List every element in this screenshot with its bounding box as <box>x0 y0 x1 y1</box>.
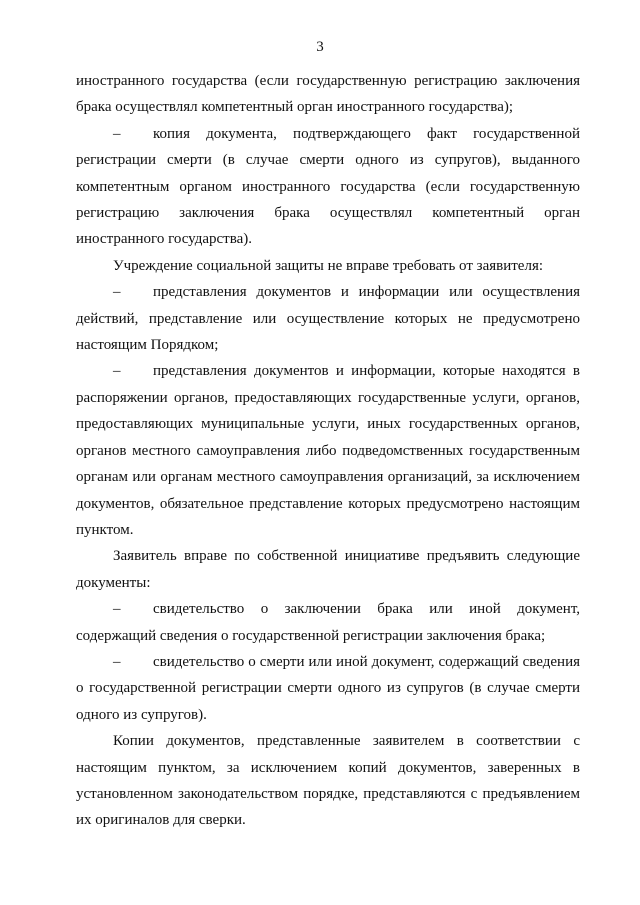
dash-marker: – <box>113 601 121 618</box>
list-item-text: представления документов и информации или осуществления действий, представление или осуществление которых не предусмотрено настоящим Порядком; <box>76 284 580 354</box>
paragraph-text: Учреждение социальной защиты не вправе требовать от заявителя: <box>113 257 544 274</box>
list-item-dash <box>76 358 580 543</box>
paragraph-text: Копии документов, представленные заявителем в соответствии с настоящим пунктом, за исключением копий документов, заверенных в установленном законодательством порядке, представляются с предъявлением их оригиналов для сверки. <box>76 733 580 829</box>
page-number: 3 <box>316 39 324 55</box>
list-item-dash <box>76 596 580 649</box>
list-item-text: свидетельство о смерти или иной документ, содержащий сведения о государственной регистрации смерти одного из супругов (в случае смерти одного из супругов). <box>76 653 580 723</box>
paragraph <box>76 728 580 834</box>
dash-marker: – <box>113 125 121 142</box>
paragraph-text: Заявитель вправе по собственной инициативе предъявить следующие документы: <box>76 548 580 591</box>
dash-marker: – <box>113 653 121 670</box>
dash-marker: – <box>113 284 121 301</box>
list-item-dash <box>76 121 580 253</box>
document-body <box>76 68 580 834</box>
paragraph-continuation <box>76 68 580 121</box>
paragraph-text: иностранного государства (если государственную регистрацию заключения брака осуществлял компетентный орган иностранного государства); <box>76 73 580 116</box>
list-item-text: свидетельство о заключении брака или иной документ, содержащий сведения о государственной регистрации заключения брака; <box>76 601 580 644</box>
paragraph <box>76 253 580 279</box>
dash-marker: – <box>113 363 121 380</box>
list-item-text: копия документа, подтверждающего факт государственной регистрации смерти (в случае смерти одного из супругов), выданного компетентным органом иностранного государства (если государственную регистрацию заключения брака осуществлял компетентный орган иностранного государства). <box>76 125 580 248</box>
paragraph <box>76 543 580 596</box>
list-item-dash <box>76 649 580 728</box>
list-item-dash <box>76 279 580 358</box>
list-item-text: представления документов и информации, которые находятся в распоряжении органов, предоставляющих государственные услуги, органов, предоставляющих муниципальные услуги, иных государственных органов, органов местного самоуправления либо подведомственных государственным органам или органам местного самоуправления организаций, за исключением документов, обязательное представление которых предусмотрено настоящим пунктом. <box>76 363 580 538</box>
